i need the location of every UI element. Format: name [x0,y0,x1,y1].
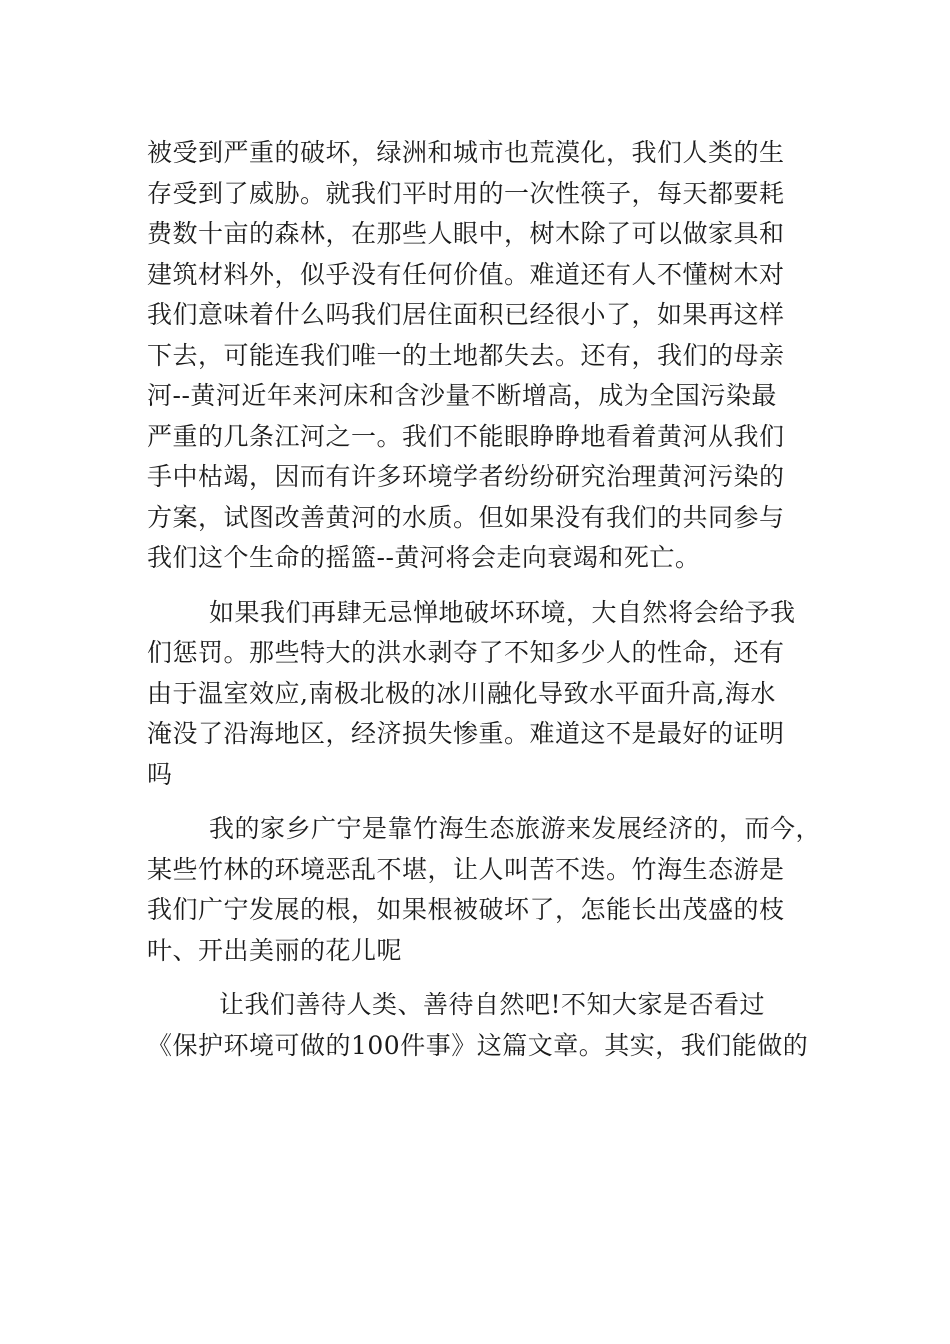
paragraph-first-line: 我的家乡广宁是靠竹海生态旅游来发展经济的，而今， [209,814,822,843]
text-line: 方案，试图改善黄河的水质。但如果没有我们的共同参与 [147,502,785,532]
text-line: 由于温室效应,南极北极的冰川融化导致水平面升高,海水 [147,678,776,708]
text-line: 被受到严重的破坏，绿洲和城市也荒漠化，我们人类的生 [147,138,785,167]
text-line: 费数十亩的森林，在那些人眼中，树木除了可以做家具和 [147,219,785,248]
text-line: 我们这个生命的摇篮--黄河将会走向衰竭和死亡。 [147,543,701,572]
text-line: 《保护环境可做的100件事》这篇文章。其实，我们能做的 [147,1030,809,1060]
text-line: 淹没了沿海地区，经济损失惨重。难道这不是最好的证明 [147,719,785,748]
text-line: 存受到了威胁。就我们平时用的一次性筷子，每天都要耗 [147,178,785,208]
text-line: 我们意味着什么吗我们居住面积已经很小了，如果再这样 [147,300,785,329]
text-line: 叶、开出美丽的花儿呢 [147,935,403,965]
text-line: 我们广宁发展的根，如果根被破坏了，怎能长出茂盛的枝 [147,895,785,924]
paragraph-first-line: 让我们善待人类、善待自然吧!不知大家是否看过 [219,990,766,1019]
text-line: 下去，可能连我们唯一的土地都失去。还有，我们的母亲 [147,340,785,370]
text-line: 某些竹林的环境恶乱不堪，让人叫苦不迭。竹海生态游是 [147,854,785,884]
paragraph-first-line: 如果我们再肆无忌惮地破坏环境，大自然将会给予我 [209,597,796,627]
body-text [147,133,822,1066]
text-line: 们惩罚。那些特大的洪水剥夺了不知多少人的性命，还有 [147,638,785,667]
text-line: 手中枯竭，因而有许多环境学者纷纷研究治理黄河污染的 [147,462,785,491]
text-line: 建筑材料外，似乎没有任何价值。难道还有人不懂树木对 [147,259,785,289]
text-line: 严重的几条江河之一。我们不能眼睁睁地看着黄河从我们 [147,421,785,451]
text-line: 河--黄河近年来河床和含沙量不断增高，成为全国污染最 [147,381,777,410]
text-line: 吗 [147,759,173,789]
